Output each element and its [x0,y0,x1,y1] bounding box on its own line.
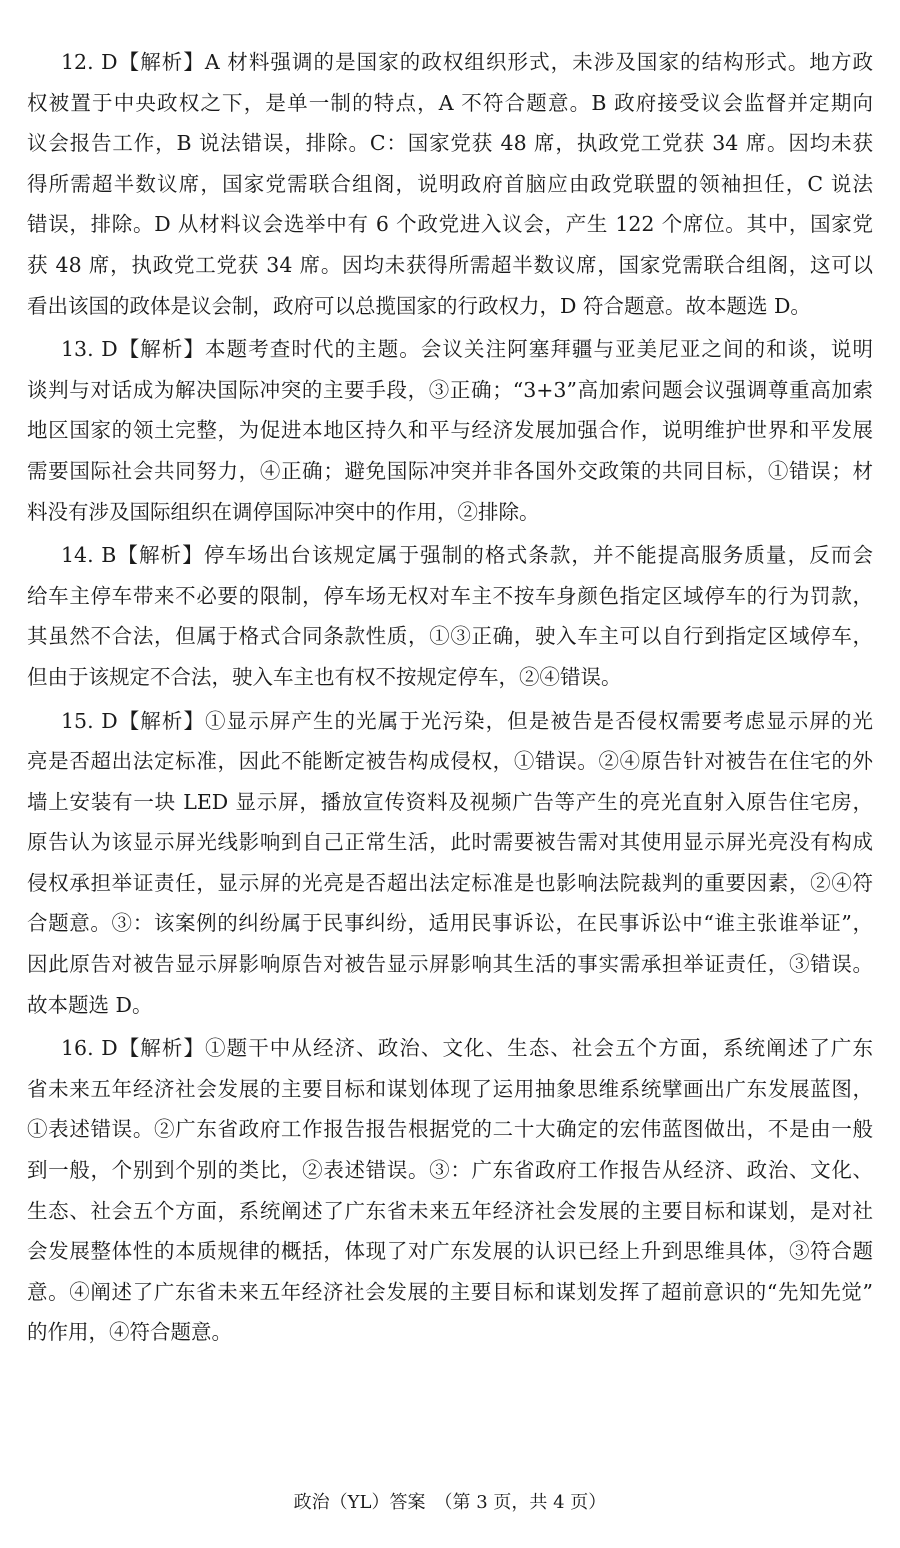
text-line: 获 48 席，执政党工党获 34 席。因均未获得所需超半数议席，国家党需联合组阁，这可以 [27,252,873,277]
text-line: 生态、社会五个方面，系统阐述了广东省未来五年经济社会发展的主要目标和谋划，是对社 [27,1198,873,1223]
text-line: 墙上安装有一块 LED 显示屏，播放宣传资料及视频广告等产生的亮光直射入原告住宅房， [27,789,873,814]
answer-q15 [27,701,873,1026]
answer-q14 [27,535,873,697]
text-line: 给车主停车带来不必要的限制，停车场无权对车主不按车身颜色指定区域停车的行为罚款， [27,583,873,608]
answer-q12 [27,42,873,326]
text-line: 合题意。③：该案例的纠纷属于民事纠纷，适用民事诉讼，在民事诉讼中“谁主张谁举证”， [27,911,873,936]
text-line: 地区国家的领土完整，为促进本地区持久和平与经济发展加强合作，说明维护世界和平发展 [27,418,873,443]
text-line: 会发展整体性的本质规律的概括，体现了对广东发展的认识已经上升到思维具体，③符合题 [27,1239,873,1264]
text-line: 意。④阐述了广东省未来五年经济社会发展的主要目标和谋划发挥了超前意识的“先知先觉” [27,1279,873,1304]
text-line: 得所需超半数议席，国家党需联合组阁，说明政府首脑应由政党联盟的领袖担任，C 说法 [27,171,873,196]
text-line: 12. D【解析】A 材料强调的是国家的政权组织形式，未涉及国家的结构形式。地方政 [61,50,873,74]
text-line: 省未来五年经济社会发展的主要目标和谋划体现了运用抽象思维系统擘画出广东发展蓝图， [27,1076,873,1101]
answer-q13 [27,329,873,532]
text-line: 故本题选 D。 [27,992,153,1017]
text-line: 到一般，个别到个别的类比，②表述错误。③：广东省政府工作报告从经济、政治、文化、 [27,1158,873,1183]
text-line: 侵权承担举证责任，显示屏的光亮是否超出法定标准是也影响法院裁判的重要因素，②④符 [27,870,873,895]
text-line: 谈判与对话成为解决国际冲突的主要手段，③正确；“3+3”高加索问题会议强调尊重高加索 [27,377,873,402]
text-line: 原告认为该显示屏光线影响到自己正常生活，此时需要被告需对其使用显示屏光亮没有构成 [27,830,873,855]
text-line: 议会报告工作，B 说法错误，排除。C：国家党获 48 席，执政党工党获 34 席。因均未获 [27,131,873,156]
answer-q16 [27,1028,873,1353]
text-line: 13. D【解析】本题考查时代的主题。会议关注阿塞拜疆与亚美尼亚之间的和谈，说明 [61,337,873,362]
text-line: 需要国际社会共同努力，④正确；避免国际冲突并非各国外交政策的共同目标，①错误；材 [27,458,873,483]
page-footer: 政治（YL）答案 （第 3 页，共 4 页） [293,1492,607,1513]
text-line: 16. D【解析】①题干中从经济、政治、文化、生态、社会五个方面，系统阐述了广东 [61,1036,873,1061]
text-line: 14. B【解析】停车场出台该规定属于强制的格式条款，并不能提高服务质量，反而会 [61,543,873,568]
text-line: ①表述错误。②广东省政府工作报告报告根据党的二十大确定的宏伟蓝图做出，不是由一般 [27,1117,873,1142]
text-line: 的作用，④符合题意。 [27,1320,232,1345]
text-line: 15. D【解析】①显示屏产生的光属于光污染，但是被告是否侵权需要考虑显示屏的光 [61,708,873,733]
text-line: 亮是否超出法定标准，因此不能断定被告构成侵权，①错误。②④原告针对被告在住宅的外 [27,749,873,774]
text-line: 看出该国的政体是议会制，政府可以总揽国家的行政权力，D 符合题意。故本题选 D。 [27,293,811,318]
text-line: 错误，排除。D 从材料议会选举中有 6 个政党进入议会，产生 122 个席位。其中，国家党 [27,212,873,237]
answer-document [27,42,873,1356]
text-line: 但由于该规定不合法，驶入车主也有权不按规定停车，②④错误。 [27,664,622,689]
text-line: 料没有涉及国际组织在调停国际冲突中的作用，②排除。 [27,499,540,524]
text-line: 因此原告对被告显示屏影响原告对被告显示屏影响其生活的事实需承担举证责任，③错误。 [27,952,873,977]
text-line: 其虽然不合法，但属于格式合同条款性质，①③正确，驶入车主可以自行到指定区域停车， [27,624,873,649]
text-line: 权被置于中央政权之下，是单一制的特点，A 不符合题意。B 政府接受议会监督并定期向 [27,90,873,115]
